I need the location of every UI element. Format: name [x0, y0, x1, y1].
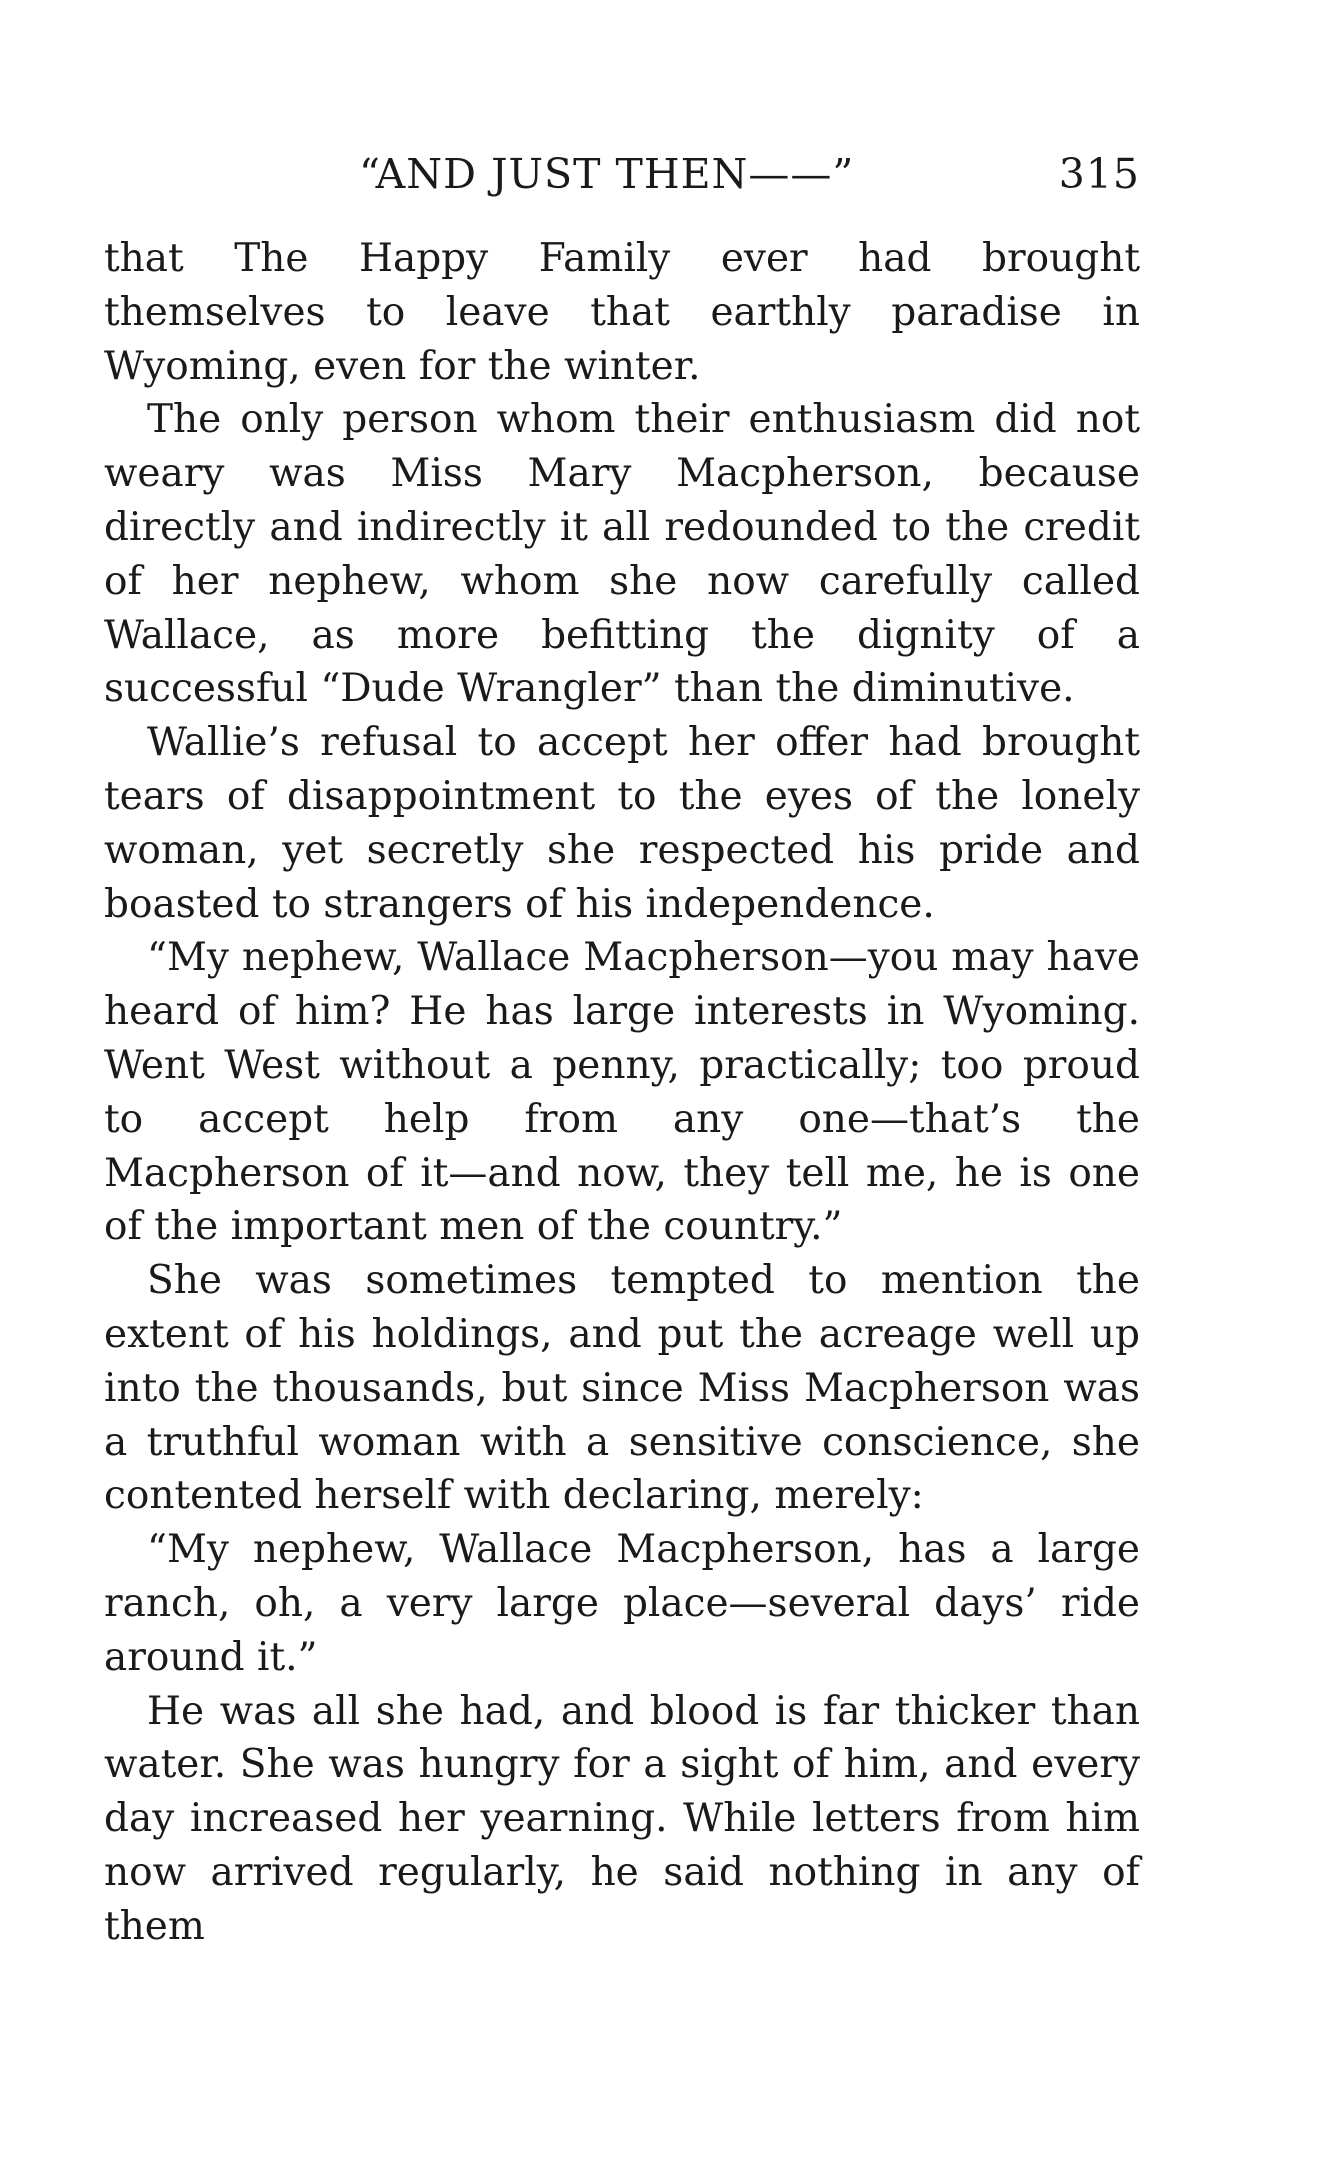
body-text [104, 232, 1140, 1954]
page-number: 315 [1058, 150, 1140, 198]
paragraph: He was all she had, and blood is far thicker than water. She was hungry for a sight of him, and every day increased her yearning. While letters from him now arrived regularly, he said nothing in any of them [104, 1688, 1140, 1949]
paragraph: Wallie’s refusal to accept her offer had brought tears of disappointment to the eyes of the lonely woman, yet secretly she respected his pride and boasted to strangers of his independence. [104, 720, 1140, 927]
page-header [104, 150, 1140, 210]
paragraph: that The Happy Family ever had brought themselves to leave that earthly paradise in Wyoming, even for the winter. [104, 236, 1140, 389]
running-title: “AND JUST THEN——” [359, 150, 855, 198]
paragraph: “My nephew, Wallace Macpherson—you may have heard of him? He has large interests in Wyoming. Went West without a penny, practically; too proud to accept help from any one—that’s the Macpherson of it—and now, they tell me, he is one of the important men of the country.” [104, 935, 1140, 1250]
paragraph: The only person whom their enthusiasm did not weary was Miss Mary Macpherson, because directly and indirectly it all redounded to the credit of her nephew, whom she now carefully called Wallace, as more befitting the dignity of a successful “Dude Wrangler” than the diminutive. [104, 397, 1140, 712]
paragraph: She was sometimes tempted to mention the extent of his holdings, and put the acreage well up into the thousands, but since Miss Macpherson was a truthful woman with a sensitive conscience, she contented herself with declaring, merely: [104, 1258, 1140, 1519]
paragraph: “My nephew, Wallace Macpherson, has a large ranch, oh, a very large place—several days’ ride around it.” [104, 1527, 1140, 1680]
